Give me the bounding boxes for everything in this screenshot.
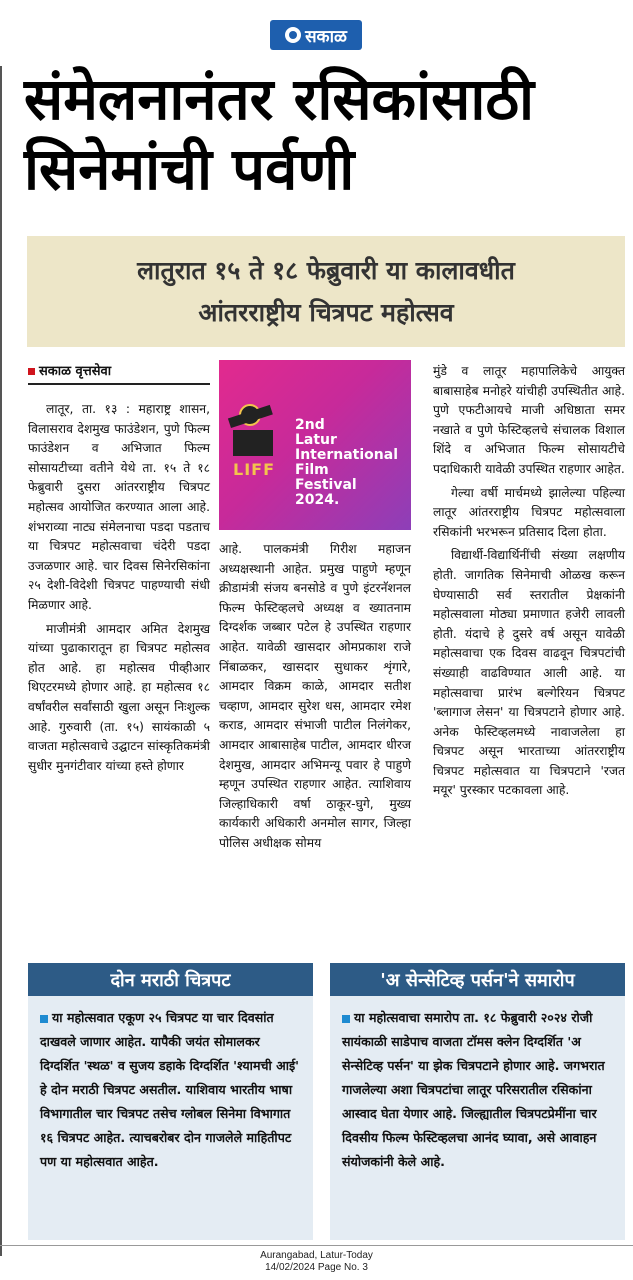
headline bbox=[24, 64, 624, 204]
deck-banner bbox=[27, 236, 625, 347]
poster-line-3: International bbox=[295, 447, 399, 463]
masthead-logo bbox=[270, 20, 362, 50]
byline bbox=[28, 361, 210, 385]
headline-line-2: सिनेमांची पर्वणी bbox=[24, 135, 355, 203]
headline-line-1: संमेलनानंतर रसिकांसाठी bbox=[24, 65, 535, 133]
box-text: या महोत्सवाचा समारोप ता. १८ फेब्रुवारी २०२४ रोजी सायंकाळी साडेपाच वाजता टॉमस क्लेन दिग्दर्शित 'अ सेन्सेटिव्ह पर्सन' या झेक चित्रपटाने होणार आहे. जगभरात गाजलेल्या अशा चित्रपटांचा लातूर परिसरातील रसिकांना आस्वाद घेता येणार आहे. जिल्ह्यातील चित्रपटप्रेमींना चार दिवसीय फिल्म फेस्टिव्हलचा आनंद घ्यावा, असे आवाहन संयोजकांनी केले आहे. bbox=[342, 1010, 605, 1169]
article-paragraph: लातूर, ता. १३ : महाराष्ट्र शासन, विलासराव देशमुख फाउंडेशन, पुणे फिल्म फाउंडेशन व अभिजात फिल्म सोसायटीच्या वतीने येथे ता. १५ ते १८ फेब्रुवारी दुसरा आंतरराष्ट्रीय चित्रपट महोत्सव आयोजित करण्यात आला आहे. शंभराव्या नाट्य संमेलनाचा पडदा पडताच या चित्रपट महोत्सवाचा चंदेरी पडदा उजळणार आहे. चार दिवस सिनेरसिकांना २५ देशी-विदेशी चित्रपट पाहण्याची संधी मिळणार आहे. bbox=[28, 402, 210, 612]
article-paragraph: आहे. पालकमंत्री गिरीश महाजन अध्यक्षस्थानी आहेत. प्रमुख पाहुणे म्हणून क्रीडामंत्री संजय बनसोडे व पुणे इंटरनॅशनल फिल्म फेस्टिव्हलचे अध्यक्ष व ख्यातनाम दिग्दर्शक जब्बार पटेल हे उपस्थित राहणार आहेत. यावेळी खासदार ओमप्रकाश राजे निंबाळकर, खासदार सुधाकर शृंगारे, आमदार विक्रम काळे, आमदार सतीश चव्हाण, आमदार सुरेश धस, आमदार रमेश कराड, आमदार संभाजी पाटील निलंगेकर, आमदार आबासाहेब पाटील, आमदार धीरज देशमुख, आमदार अभिमन्यू पवार हे पाहुणे म्हणून उपस्थित राहणार आहेत. त्याशिवाय जिल्हाधिकारी वर्षा ठाकूर-घुगे, मुख्य कार्यकारी अधिकारी अनमोल सागर, जिल्हा पोलिस अधीक्षक सोमय bbox=[219, 542, 411, 850]
bullet-square-icon bbox=[40, 1015, 48, 1023]
box-body bbox=[28, 996, 313, 1240]
poster-line-2: Latur bbox=[295, 432, 337, 448]
deck-line-2: आंतरराष्ट्रीय चित्रपट महोत्सव bbox=[198, 297, 454, 327]
box-text: या महोत्सवात एकूण २५ चित्रपट या चार दिवसांत दाखवले जाणार आहेत. यापैकी जयंत सोमालकर दिग्दर्शित 'स्थळ' व सुजय डहाके दिग्दर्शित 'श्यामची आई' हे दोन मराठी चित्रपट असतील. याशिवाय भारतीय भाषा विभागातील चार चित्रपट तसेच ग्लोबल सिनेमा विभागात १६ चित्रपट आहेत. त्याचबरोबर दोन गाजलेले माहितीपट पण या महोत्सवात आहेत. bbox=[40, 1010, 300, 1169]
sidebar-box-closing-film bbox=[330, 963, 625, 1240]
article-paragraph: मुंडे व लातूर महापालिकेचे आयुक्त बाबासाहेब मनोहरे यांचीही उपस्थितीत आहे. पुणे एफटीआयचे माजी अधिष्ठाता समर नखाते व पुणे फेस्टिव्हलचे संचालक विशाल शिंदे व अभिजात फिल्म सोसायटीचे पदाधिकारी यावेळी उपस्थित राहणार आहेत. bbox=[433, 364, 625, 476]
left-margin-rule bbox=[0, 66, 2, 1256]
box-title: दोन मराठी चित्रपट bbox=[28, 963, 313, 996]
poster-line-1: 2nd bbox=[295, 417, 325, 433]
article-column-1 bbox=[28, 400, 210, 780]
box-body bbox=[330, 996, 625, 1240]
footer-date-page: 14/02/2024 Page No. 3 bbox=[265, 1262, 368, 1273]
article-column-2 bbox=[219, 540, 411, 858]
festival-poster bbox=[219, 360, 411, 530]
bullet-square-icon bbox=[342, 1015, 350, 1023]
footer-divider bbox=[0, 1245, 633, 1246]
poster-line-6: 2024. bbox=[295, 492, 340, 508]
footer-edition: Aurangabad, Latur-Today bbox=[260, 1250, 373, 1261]
article-column-3 bbox=[433, 362, 625, 805]
byline-square-icon bbox=[28, 368, 35, 375]
article-paragraph: माजीमंत्री आमदार अमित देशमुख यांच्या पुढाकारातून हा चित्रपट महोत्सव होत आहे. हा महोत्सव पीव्हीआर थिएटरमध्ये होणार आहे. हा महोत्सव १८ वर्षांवरील सर्वांसाठी खुला असून निःशुल्क आहे. गुरुवारी (ता. १५) सायंकाळी ५ वाजता महोत्सवाचे उद्घाटन सांस्कृतिकमंत्री सुधीर मुनगंटीवार यांच्या हस्ते होणार bbox=[28, 621, 210, 773]
masthead-name: सकाळ bbox=[305, 26, 347, 47]
byline-text: सकाळ वृत्तसेवा bbox=[39, 364, 112, 379]
clapperboard-icon bbox=[233, 430, 273, 456]
article-paragraph: विद्यार्थी-विद्यार्थिनींची संख्या लक्षणीय होती. जागतिक सिनेमाची ओळख करून घेण्यासाठी सर्व स्तरातील प्रेक्षकांनी महोत्सवाला मोठ्या प्रमाणात हजेरी लावली होती. यंदाचे हे दुसरे वर्ष असून यावेळी महोत्सवाचा एक दिवस वाढवून चित्रपटांची संख्याही वाढविण्यात आली आहे. या महोत्सवाचा प्रारंभ बल्गेरियन चित्रपट 'ब्लागाज लेसन' या चित्रपटाने होणार आहे. अनेक फेस्टिव्हलमध्ये नावाजलेला हा चित्रपट असून भारताच्या आंतरराष्ट्रीय चित्रपट महोत्सवात या चित्रपटाने 'रजत मयूर' पुरस्कार पटकावला आहे. bbox=[433, 548, 625, 798]
poster-line-4: Film bbox=[295, 462, 329, 478]
sakal-logo-icon bbox=[285, 27, 301, 43]
article-paragraph: गेल्या वर्षी मार्चमध्ये झालेल्या पहिल्या लातूर आंतरराष्ट्रीय चित्रपट महोत्सवाला रसिकांनी भरभरून प्रतिसाद दिला होता. bbox=[433, 485, 625, 539]
sidebar-box-marathi-films bbox=[28, 963, 313, 1240]
poster-line-5: Festival bbox=[295, 477, 357, 493]
poster-festival-title bbox=[295, 418, 405, 508]
poster-logo: LIFF bbox=[233, 460, 276, 479]
deck-line-1: लातुरात १५ ते १८ फेब्रुवारी या कालावधीत bbox=[137, 255, 515, 285]
box-title: 'अ सेन्सेटिव्ह पर्सन'ने समारोप bbox=[330, 963, 625, 996]
page-footer bbox=[0, 1250, 633, 1274]
